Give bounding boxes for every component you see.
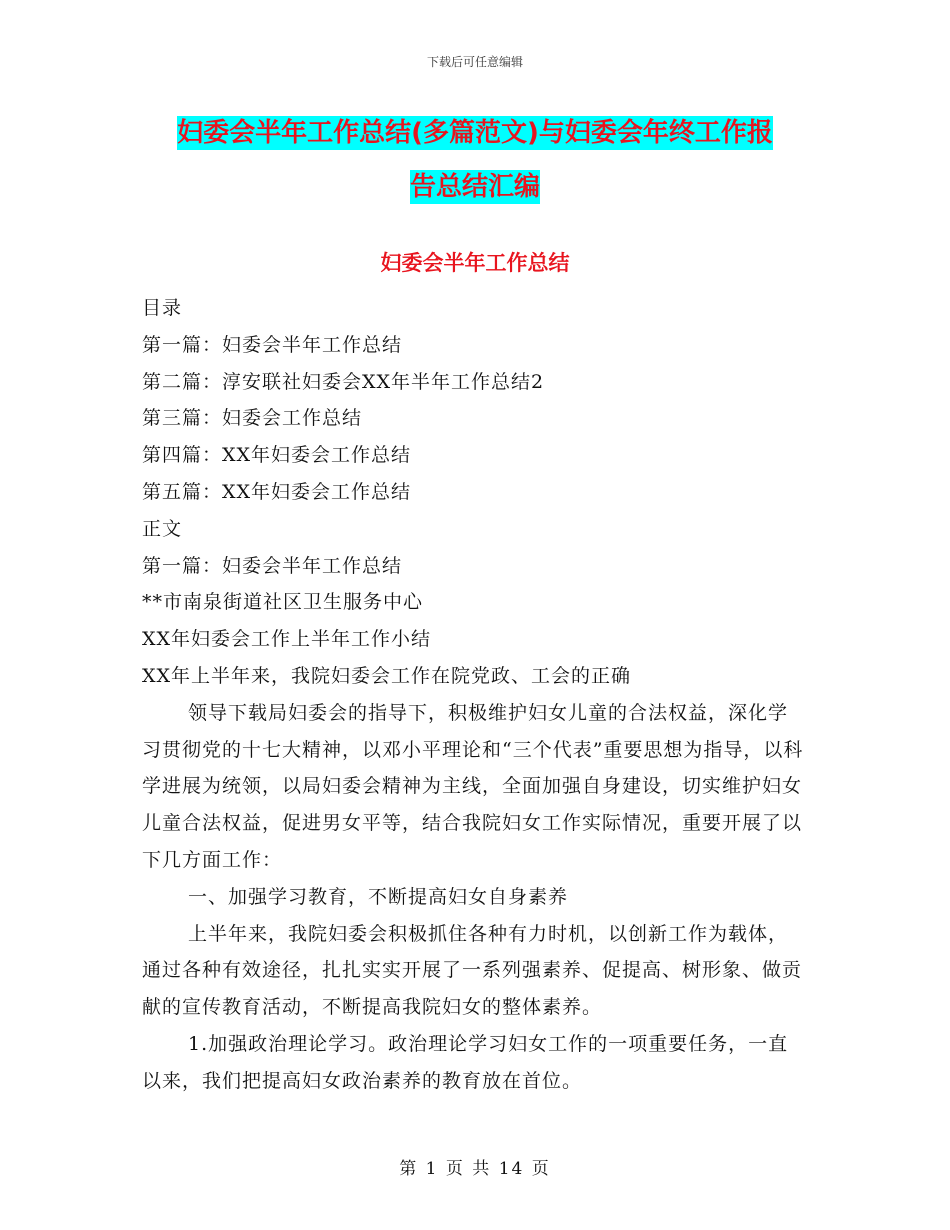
page-indicator: 第 1 页 共 14 页 (399, 1159, 551, 1179)
header-note: 下载后可任意编辑 (426, 55, 523, 69)
toc-heading: 目录 (142, 297, 183, 319)
toc-item: 第二篇：淳安联社妇委会XX年半年工作总结2 (142, 370, 545, 393)
chapter-title: 第一篇：妇委会半年工作总结 (142, 554, 403, 577)
paragraph: 上半年来，我院妇委会积极抓住各种有力时机，以创新工作为载体，通过各种有效途径，扎扎实实开展了一系列强素养、促提高、树形象、做贡献的宣传教育活动，不断提高我院妇女的整体素养。 (142, 922, 803, 1019)
paragraph: 领导下载局妇委会的指导下，积极维护妇女儿童的合法权益，深化学习贯彻党的十七大精神，以邓小平理论和“三个代表”重要思想为指导，以科学进展为统领，以局妇委会精神为主线，全面加强自身建设，切实维护妇女儿童合法权益，促进男女平等，结合我院妇女工作实际情况，重要开展了以下几方面工作： (142, 701, 804, 871)
toc-item: 第一篇：妇委会半年工作总结 (142, 333, 403, 356)
document-title-line-2: 告总结汇编 (409, 172, 540, 202)
body-heading: 正文 (142, 517, 183, 540)
toc-item: 第四篇：XX年妇委会工作总结 (142, 444, 412, 467)
paragraph: XX年上半年来，我院妇委会工作在院党政、工会的正确 (142, 664, 632, 687)
organization-line: **市南泉街道社区卫生服务中心 (142, 591, 424, 614)
document-title-line-1: 妇委会半年工作总结(多篇范文)与妇委会年终工作报 (177, 118, 773, 148)
toc-item: 第五篇：XX年妇委会工作总结 (142, 480, 412, 503)
subsection-heading: 一、加强学习教育，不断提高妇女自身素养 (188, 885, 569, 908)
toc-item: 第三篇：妇委会工作总结 (142, 407, 363, 430)
document-title (140, 106, 810, 214)
report-title: XX年妇委会工作上半年工作小结 (142, 628, 432, 651)
document-body (142, 290, 806, 1100)
paragraph: 1.加强政治理论学习。政治理论学习妇女工作的一项重要任务，一直以来，我们把提高妇女政治素养的教育放在首位。 (142, 1032, 789, 1092)
section-title: 妇委会半年工作总结 (380, 251, 570, 275)
